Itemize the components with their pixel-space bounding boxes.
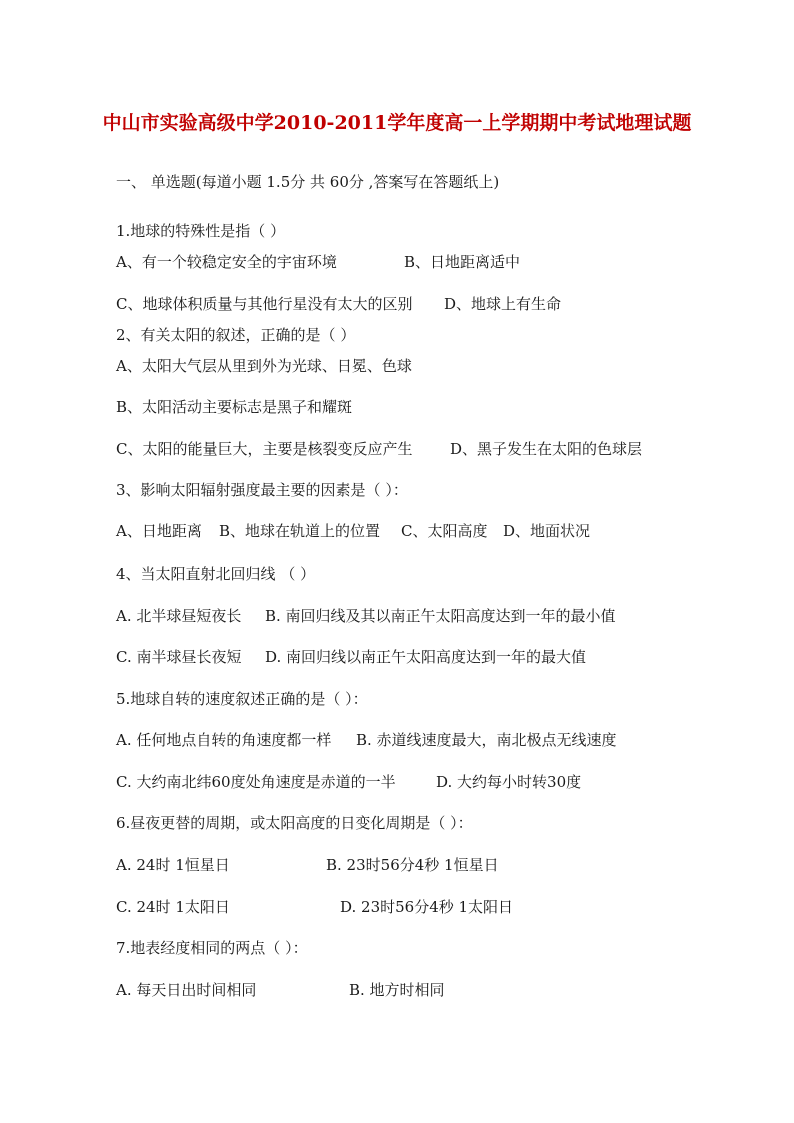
question-1-stem: 1.地球的特殊性是指（ ） <box>116 222 286 240</box>
option-3c: C、太阳高度 <box>401 522 488 540</box>
question-6-options-cd <box>116 897 513 917</box>
option-1d: D、地球上有生命 <box>444 295 562 313</box>
option-5b: B. 赤道线速度最大，南北极点无线速度 <box>356 731 617 749</box>
option-7a: A. 每天日出时间相同 <box>116 981 257 999</box>
option-6c: C. 24时 1太阳日 <box>116 898 230 916</box>
option-5a: A. 任何地点自转的角速度都一样 <box>116 731 332 749</box>
option-2d: D、黑子发生在太阳的色球层 <box>450 440 643 458</box>
option-1b: B、日地距离适中 <box>404 253 521 271</box>
question-3-stem: 3、影响太阳辐射强度最主要的因素是（ ）： <box>116 481 408 499</box>
section-heading: 一、 单选题(每道小题 1.5分 共 60分 ,答案写在答题纸上) <box>116 173 500 191</box>
question-4-options-ab <box>116 606 616 626</box>
option-5d: D. 大约每小时转30度 <box>436 773 582 791</box>
option-2b: B、太阳活动主要标志是黑子和耀斑 <box>116 398 353 416</box>
question-2-stem: 2、有关太阳的叙述，正确的是（ ） <box>116 326 356 344</box>
question-1-options-ab <box>116 252 520 272</box>
question-7-stem: 7.地表经度相同的两点（ ）： <box>116 939 308 957</box>
option-2a: A、太阳大气层从里到外为光球、日冕、色球 <box>116 357 412 375</box>
option-3d: D、地面状况 <box>503 522 591 540</box>
question-5-options-cd <box>116 772 581 792</box>
option-2c: C、太阳的能量巨大，主要是核裂变反应产生 <box>116 440 413 458</box>
option-4b: B. 南回归线及其以南正午太阳高度达到一年的最小值 <box>265 607 616 625</box>
option-7b: B. 地方时相同 <box>349 981 445 999</box>
question-7-options-ab <box>116 980 445 1000</box>
question-5-options-ab <box>116 730 617 750</box>
option-1a: A、有一个较稳定安全的宇宙环境 <box>116 253 337 271</box>
question-4-stem: 4、当太阳直射北回归线 （ ） <box>116 565 316 583</box>
question-2-options-cd <box>116 439 642 459</box>
page-title: 中山市实验高级中学2010-2011学年度高一上学期期中考试地理试题 <box>102 112 692 134</box>
option-6a: A. 24时 1恒星日 <box>116 856 230 874</box>
option-3b: B、地球在轨道上的位置 <box>219 522 381 540</box>
question-3-options <box>116 521 590 541</box>
option-1c: C、地球体积质量与其他行星没有太大的区别 <box>116 295 413 313</box>
option-6b: B. 23时56分4秒 1恒星日 <box>326 856 499 874</box>
question-1-options-cd <box>116 294 561 314</box>
option-3a: A、日地距离 <box>116 522 202 540</box>
option-6d: D. 23时56分4秒 1太阳日 <box>340 898 514 916</box>
question-5-stem: 5.地球自转的速度叙述正确的是（ ）： <box>116 690 368 708</box>
option-4d: D. 南回归线以南正午太阳高度达到一年的最大值 <box>265 648 587 666</box>
question-6-stem: 6.昼夜更替的周期，或太阳高度的日变化周期是（ ）： <box>116 814 473 832</box>
option-4c: C. 南半球昼长夜短 <box>116 648 242 666</box>
option-5c: C. 大约南北纬60度处角速度是赤道的一半 <box>116 773 396 791</box>
option-4a: A. 北半球昼短夜长 <box>116 607 242 625</box>
question-4-options-cd <box>116 647 586 667</box>
question-6-options-ab <box>116 855 499 875</box>
